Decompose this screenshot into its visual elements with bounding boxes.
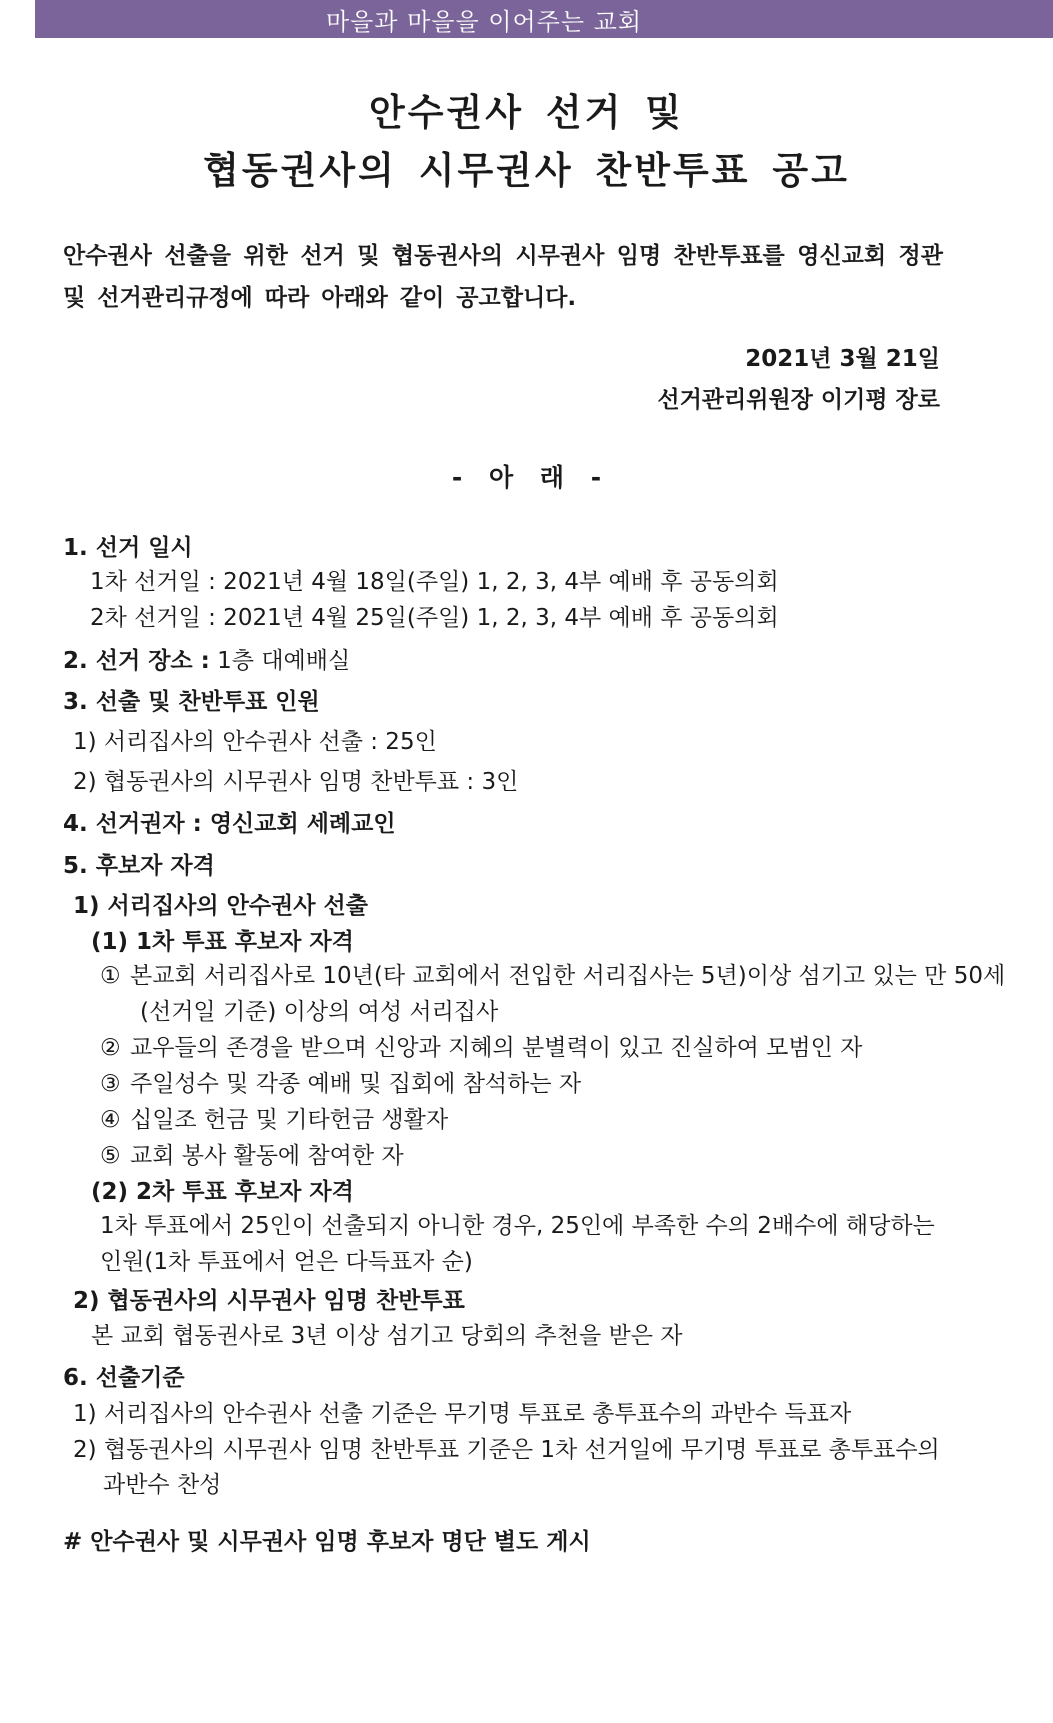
- qualification-item-2: [100, 1033, 862, 1063]
- section-divider-heading: - 아 래 -: [451, 463, 602, 492]
- intro-paragraph: 안수권사 선출을 위한 선거 및 협동권사의 시무권사 임명 찬반투표를 영신교회 정관 및 선거관리규정에 따라 아래와 같이 공고합니다.: [63, 243, 943, 311]
- section-6-heading: 6. 선출기준: [63, 1365, 185, 1391]
- qualification-item-5: [100, 1141, 404, 1171]
- qualification-item-1: [100, 961, 1005, 991]
- section-5-sub-1b-line-1: 1차 투표에서 25인이 선출되지 아니한 경우, 25인에 부족한 수의 2배수에 해당하는: [100, 1213, 935, 1239]
- item-3-text: 주일성수 및 각종 예배 및 집회에 참석하는 자: [130, 1071, 582, 1097]
- header-banner: [35, 0, 1053, 38]
- item-2-text: 교우들의 존경을 받으며 신앙과 지혜의 분별력이 있고 진실하여 모범인 자: [130, 1035, 863, 1061]
- notice-date: 2021년 3월 21일: [745, 346, 940, 372]
- section-2-value: 1층 대예배실: [217, 648, 351, 674]
- item-2-mark: ②: [100, 1035, 121, 1061]
- qualification-item-3: [100, 1069, 581, 1099]
- qualification-item-4: [100, 1105, 448, 1135]
- candidate-list-note: # 안수권사 및 시무권사 임명 후보자 명단 별도 게시: [63, 1529, 591, 1555]
- section-6-line-2-continued: 과반수 찬성: [103, 1472, 222, 1498]
- section-6-line-2: 2) 협동권사의 시무권사 임명 찬반투표 기준은 1차 선거일에 무기명 투표로 총투표수의: [73, 1437, 940, 1463]
- section-3-line-2: 2) 협동권사의 시무권사 임명 찬반투표 : 3인: [73, 769, 519, 795]
- item-1-mark: ①: [100, 963, 121, 989]
- item-5-text: 교회 봉사 활동에 참여한 자: [130, 1143, 404, 1169]
- page-title-line-2: 협동권사의 시무권사 찬반투표 공고: [203, 149, 850, 192]
- section-5-sub-1b: (2) 2차 투표 후보자 자격: [91, 1179, 354, 1205]
- qualification-item-1-continued: (선거일 기준) 이상의 여성 서리집사: [140, 999, 499, 1025]
- section-5-sub-2-line-1: 본 교회 협동권사로 3년 이상 섬기고 당회의 추천을 받은 자: [91, 1323, 683, 1349]
- section-2: [63, 646, 350, 676]
- item-4-text: 십일조 헌금 및 기타헌금 생활자: [130, 1107, 449, 1133]
- item-1-text: 본교회 서리집사로 10년(타 교회에서 전입한 서리집사는 5년)이상 섬기고 있는 만 50세: [130, 963, 1006, 989]
- section-3-line-1: 1) 서리집사의 안수권사 선출 : 25인: [73, 729, 437, 755]
- banner-text: 마을과 마을을 이어주는 교회: [325, 7, 643, 36]
- section-3-heading: 3. 선출 및 찬반투표 인원: [63, 689, 320, 715]
- section-1-line-1: 1차 선거일 : 2021년 4월 18일(주일) 1, 2, 3, 4부 예배 후 공동의회: [90, 569, 779, 595]
- notice-signer: 선거관리위원장 이기평 장로: [657, 387, 940, 413]
- page-title-line-1: 안수권사 선거 및: [369, 91, 684, 134]
- section-5-heading: 5. 후보자 자격: [63, 853, 215, 879]
- section-1-heading: 1. 선거 일시: [63, 535, 193, 561]
- section-5-sub-2: 2) 협동권사의 시무권사 임명 찬반투표: [73, 1288, 465, 1314]
- section-4: 4. 선거권자 : 영신교회 세례교인: [63, 811, 396, 837]
- item-5-mark: ⑤: [100, 1143, 121, 1169]
- section-5-sub-1: 1) 서리집사의 안수권사 선출: [73, 893, 368, 919]
- section-5-sub-1b-line-2: 인원(1차 투표에서 얻은 다득표자 순): [100, 1249, 473, 1275]
- section-1-line-2: 2차 선거일 : 2021년 4월 25일(주일) 1, 2, 3, 4부 예배 후 공동의회: [90, 605, 779, 631]
- section-6-line-1: 1) 서리집사의 안수권사 선출 기준은 무기명 투표로 총투표수의 과반수 득표자: [73, 1401, 852, 1427]
- section-5-sub-1a: (1) 1차 투표 후보자 자격: [91, 929, 354, 955]
- item-3-mark: ③: [100, 1071, 121, 1097]
- item-4-mark: ④: [100, 1107, 121, 1133]
- section-2-label: 2. 선거 장소 :: [63, 648, 210, 674]
